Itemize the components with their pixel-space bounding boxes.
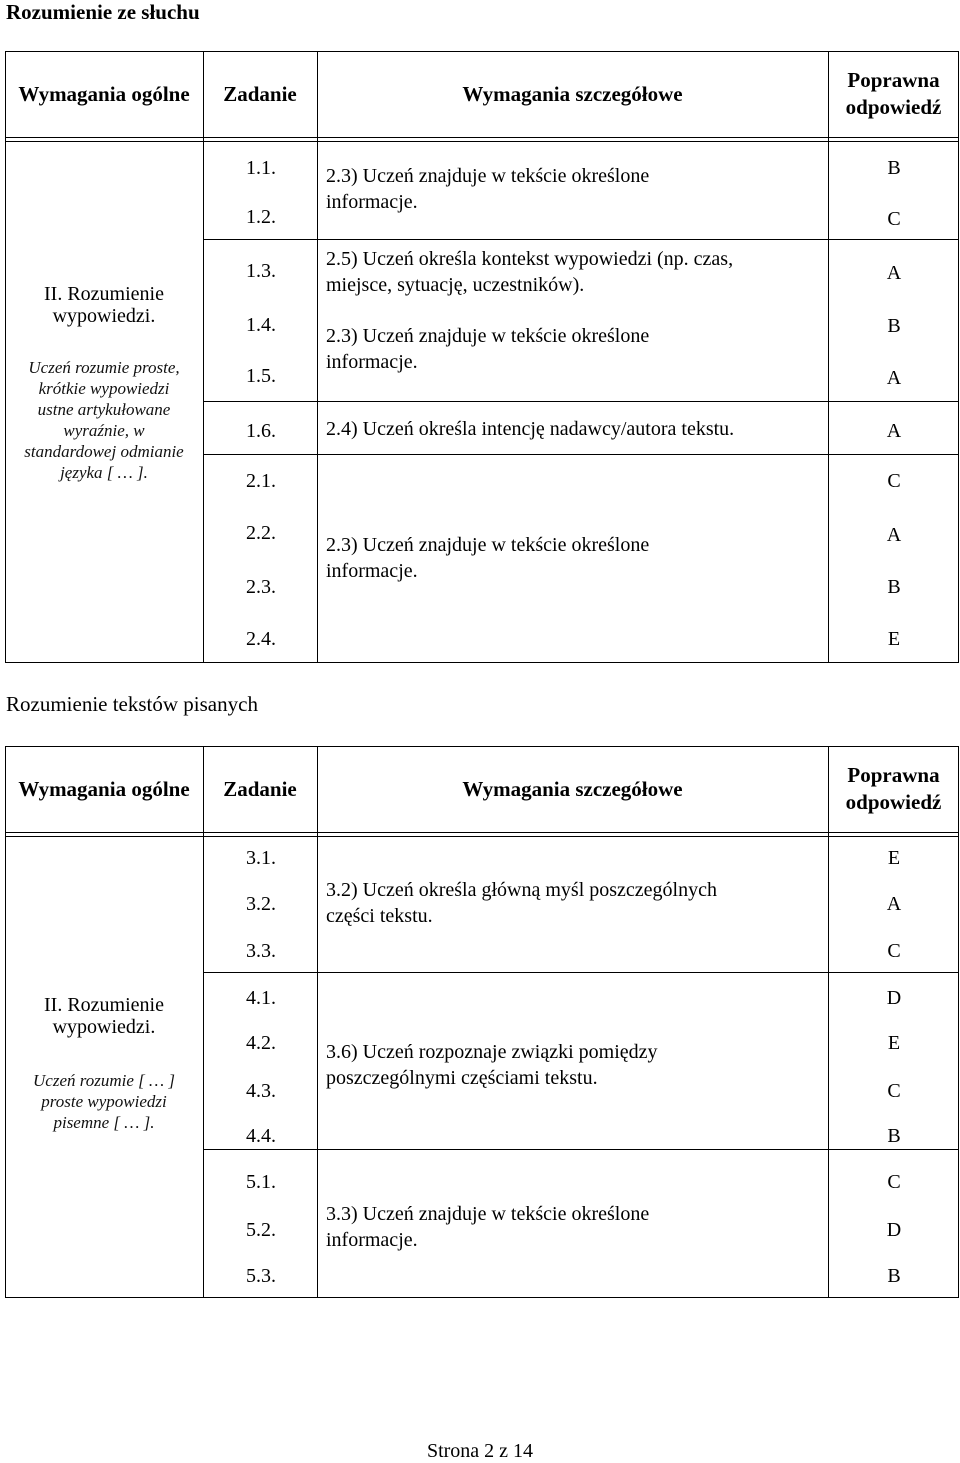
answer-value: E — [887, 1032, 901, 1054]
answer-value: A — [886, 420, 902, 442]
header-general: Wymagania ogólne — [18, 81, 190, 106]
answer-value: D — [886, 987, 902, 1009]
answer-value: C — [887, 208, 901, 230]
task-number: 3.3. — [246, 940, 276, 962]
task-number: 2.4. — [246, 628, 276, 650]
answer-value: B — [887, 1125, 901, 1147]
general-requirement-note: Uczeń rozumie [ … ] proste wypowiedzi pisemne [ … ]. — [33, 1071, 175, 1132]
requirement-line: części tekstu. — [326, 905, 433, 927]
answer-value: A — [886, 367, 902, 389]
answer-value: B — [887, 315, 901, 337]
requirement-line: informacje. — [326, 191, 418, 213]
answer-value: A — [886, 893, 902, 915]
requirement-line: 2.3) Uczeń znajduje w tekście określone — [326, 165, 650, 187]
task-number: 3.1. — [246, 847, 276, 869]
answer-value: A — [886, 524, 902, 546]
task-number: 3.2. — [246, 893, 276, 915]
task-number: 4.2. — [246, 1032, 276, 1054]
listening-table — [5, 51, 959, 663]
task-number: 2.2. — [246, 522, 276, 544]
answer-value: B — [887, 1265, 901, 1287]
requirement-line: informacje. — [326, 560, 418, 582]
task-number: 1.2. — [246, 206, 276, 228]
requirement-line: 2.3) Uczeń znajduje w tekście określone — [326, 325, 650, 347]
task-number: 1.1. — [246, 157, 276, 179]
task-number: 5.2. — [246, 1219, 276, 1241]
task-number: 1.4. — [246, 314, 276, 336]
task-number: 4.1. — [246, 987, 276, 1009]
listening-section-title: Rozumienie ze słuchu — [6, 0, 200, 24]
reading-table — [5, 746, 959, 1298]
answer-value: A — [886, 262, 902, 284]
answer-value: C — [887, 940, 901, 962]
requirement-line: 3.2) Uczeń określa główną myśl poszczególnych — [326, 879, 717, 901]
answer-value: B — [887, 576, 901, 598]
header-answer: Poprawna odpowiedź — [845, 763, 942, 814]
task-number: 4.3. — [246, 1080, 276, 1102]
requirement-line: 3.3) Uczeń znajduje w tekście określone — [326, 1203, 650, 1225]
answer-value: C — [887, 1080, 901, 1102]
header-detailed: Wymagania szczegółowe — [462, 776, 683, 801]
answer-value: B — [887, 157, 901, 179]
requirement-line: informacje. — [326, 351, 418, 373]
answer-value: C — [887, 470, 901, 492]
answer-value: D — [886, 1219, 902, 1241]
task-number: 5.1. — [246, 1171, 276, 1193]
requirement-line: 2.4) Uczeń określa intencję nadawcy/autora tekstu. — [326, 418, 735, 440]
requirement-line: 2.3) Uczeń znajduje w tekście określone — [326, 534, 650, 556]
header-task: Zadanie — [223, 81, 297, 106]
task-number: 2.1. — [246, 470, 276, 492]
requirement-line: poszczególnymi częściami tekstu. — [326, 1067, 598, 1089]
requirement-line: informacje. — [326, 1229, 418, 1251]
requirement-line: 3.6) Uczeń rozpoznaje związki pomiędzy — [326, 1041, 658, 1063]
task-number: 4.4. — [246, 1125, 276, 1147]
header-answer: Poprawna odpowiedź — [845, 68, 942, 119]
task-number: 5.3. — [246, 1265, 276, 1287]
general-requirement-title: II. Rozumienie wypowiedzi. — [44, 994, 164, 1038]
requirement-line: 2.5) Uczeń określa kontekst wypowiedzi (np. czas, — [326, 248, 734, 270]
page-footer: Strona 2 z 14 — [426, 1440, 534, 1462]
task-number: 1.6. — [246, 420, 276, 442]
answer-value: C — [887, 1171, 901, 1193]
general-requirement-note: Uczeń rozumie proste, krótkie wypowiedzi ustne artykułowane wyraźnie, w standardowej odmianie języka [ … ]. — [24, 358, 184, 482]
requirement-line: miejsce, sytuację, uczestników). — [326, 274, 585, 296]
reading-section-title: Rozumienie tekstów pisanych — [6, 692, 258, 716]
task-number: 1.3. — [246, 260, 276, 282]
header-general: Wymagania ogólne — [18, 776, 190, 801]
header-detailed: Wymagania szczegółowe — [462, 81, 683, 106]
task-number: 1.5. — [246, 365, 276, 387]
answer-value: E — [887, 628, 901, 650]
header-task: Zadanie — [223, 776, 297, 801]
general-requirement-title: II. Rozumienie wypowiedzi. — [44, 283, 164, 327]
answer-value: E — [887, 847, 901, 869]
task-number: 2.3. — [246, 576, 276, 598]
